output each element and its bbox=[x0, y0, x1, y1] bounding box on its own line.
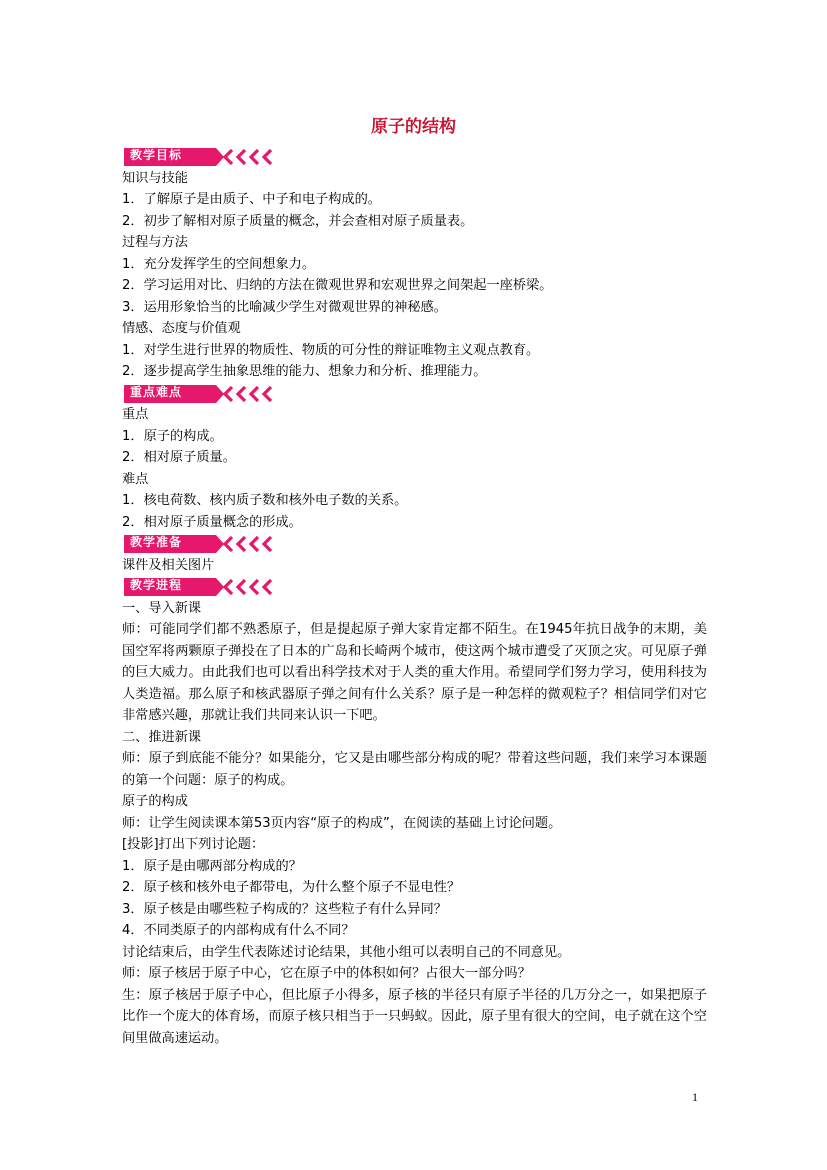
paragraph: 课件及相关图片 bbox=[122, 557, 215, 573]
page-number: 1 bbox=[692, 1090, 698, 1104]
list-item: 2．相对原子质量。 bbox=[122, 450, 236, 465]
banner-label: 重点难点 bbox=[130, 384, 183, 399]
subheading: 重点 bbox=[122, 407, 149, 422]
section-banner-goals bbox=[122, 146, 707, 168]
banner-label: 教学目标 bbox=[130, 148, 183, 162]
list-item: 2．原子核和核外电子都带电，为什么整个原子不显电性？ bbox=[122, 880, 461, 895]
section-banner-keypoints bbox=[122, 383, 707, 405]
paragraph: 师：原子到底能不能分？如果能分，它又是由哪些部分构成的呢？带着这些问题，我们来学习本课题的第一个问题：原子的构成。 bbox=[122, 751, 707, 788]
paragraph: 师：可能同学们都不熟悉原子，但是提起原子弹大家肯定都不陌生。在1945年抗日战争的末期，美国空军将两颗原子弹投在了日本的广岛和长崎两个城市，使这两个城市遭受了灭顶之灾。可见原子弹的巨大威力。由此我们也可以看出科学技术对于人类的重大作用。希望同学们努力学习，使用科技为人类造福。那么原子和核武器原子弹之间有什么关系？原子是一种怎样的微观粒子？相信同学们对它非常感兴趣，那就让我们共同来认识一下吧。 bbox=[122, 622, 707, 723]
section-banner-process bbox=[122, 576, 707, 598]
list-item: 2．学习运用对比、归纳的方法在微观世界和宏观世界之间架起一座桥梁。 bbox=[122, 278, 553, 293]
subheading: 二、推进新课 bbox=[122, 729, 202, 745]
paragraph: [投影]打出下列讨论题： bbox=[122, 837, 265, 852]
section-banner-preparation bbox=[122, 533, 707, 555]
list-item: 4．不同类原子的内部构成有什么不同？ bbox=[122, 923, 355, 938]
paragraph: 师：原子核居于原子中心，它在原子中的体积如何？占很大一部分吗？ bbox=[122, 966, 531, 981]
paragraph: 讨论结束后，由学生代表陈述讨论结果，其他小组可以表明自己的不同意见。 bbox=[122, 944, 571, 960]
list-item: 1．核电荷数、核内质子数和核外电子数的关系。 bbox=[122, 493, 408, 508]
banner-label: 教学准备 bbox=[130, 535, 183, 549]
list-item: 1．原子是由哪两部分构成的？ bbox=[122, 858, 302, 874]
subheading: 难点 bbox=[122, 471, 149, 487]
list-item: 2．逐步提高学生抽象思维的能力、想象力和分析、推理能力。 bbox=[122, 364, 487, 379]
subheading: 知识与技能 bbox=[122, 170, 188, 186]
list-item: 1．了解原子是由质子、中子和电子构成的。 bbox=[122, 192, 381, 207]
list-item: 1．原子的构成。 bbox=[122, 428, 223, 444]
list-item: 2．相对原子质量概念的形成。 bbox=[122, 514, 302, 530]
subheading: 过程与方法 bbox=[122, 235, 188, 250]
list-item: 3．原子核是由哪些粒子构成的？这些粒子有什么异同？ bbox=[122, 901, 447, 917]
list-item: 1．对学生进行世界的物质性、物质的可分性的辩证唯物主义观点教育。 bbox=[122, 342, 540, 358]
subheading: 原子的构成 bbox=[122, 794, 188, 809]
page-title: 原子的结构 bbox=[371, 117, 456, 137]
paragraph: 生：原子核居于原子中心，但比原子小得多，原子核的半径只有原子半径的几万分之一，如果把原子比作一个庞大的体育场，而原子核只相当于一只蚂蚁。因此，原子里有很大的空间，电子就在这个空间里做高速运动。 bbox=[122, 987, 707, 1046]
banner-label: 教学进程 bbox=[130, 578, 183, 592]
list-item: 2．初步了解相对原子质量的概念，并会查相对原子质量表。 bbox=[122, 213, 474, 229]
list-item: 3．运用形象恰当的比喻减少学生对微观世界的神秘感。 bbox=[122, 299, 447, 315]
document-body bbox=[122, 146, 707, 1049]
subheading: 情感、态度与价值观 bbox=[122, 321, 241, 336]
subheading: 一、导入新课 bbox=[122, 600, 202, 616]
list-item: 1．充分发挥学生的空间想象力。 bbox=[122, 256, 316, 272]
paragraph: 师：让学生阅读课本第53页内容“原子的构成”，在阅读的基础上讨论问题。 bbox=[122, 815, 562, 831]
